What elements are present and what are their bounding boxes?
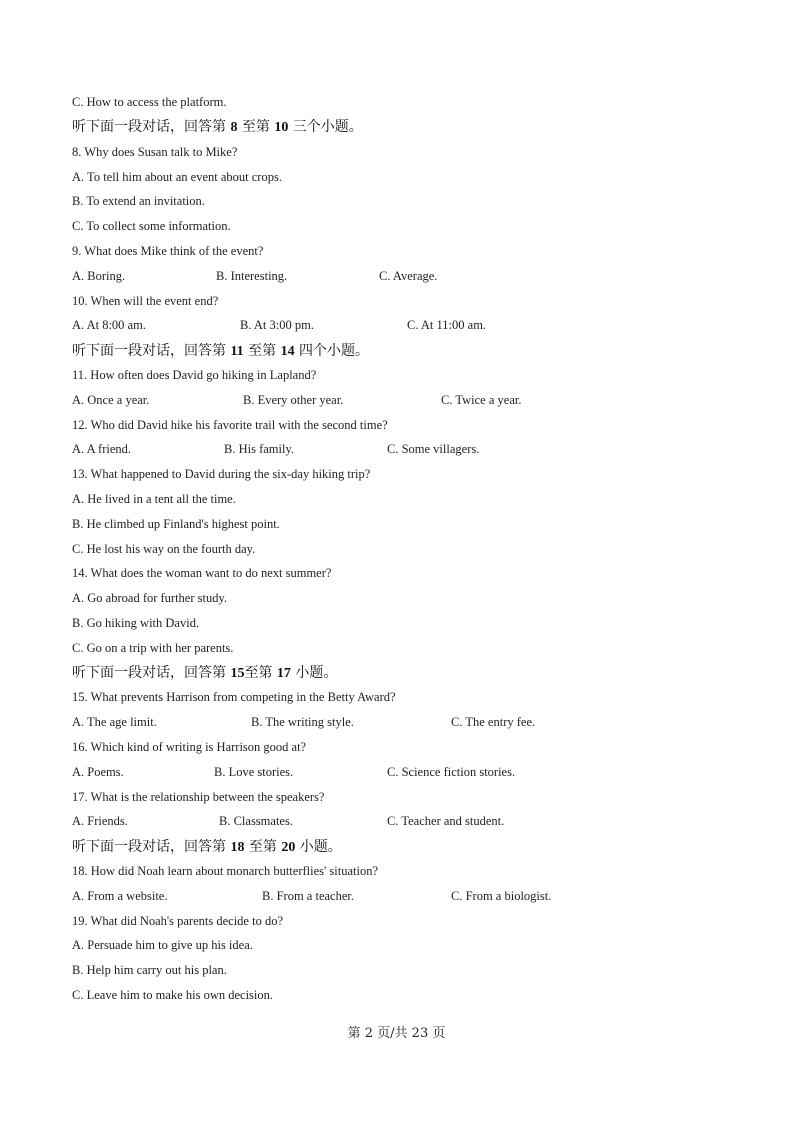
option-b: B. Classmates.	[219, 814, 293, 828]
question-14: 14. What does the woman want to do next summer?	[72, 566, 332, 580]
option-line: B. He climbed up Finland's highest point.	[72, 517, 280, 531]
option-c: C. Twice a year.	[441, 393, 522, 407]
option-line: C. He lost his way on the fourth day.	[72, 542, 256, 556]
option-line: C. To collect some information.	[72, 219, 231, 233]
option-line: A. Persuade him to give up his idea.	[72, 938, 253, 952]
option-line: B. Help him carry out his plan.	[72, 963, 227, 977]
question-16: 16. Which kind of writing is Harrison good at?	[72, 740, 307, 754]
page-number-footer: 第 2 页/共 23 页	[347, 1026, 446, 1041]
option-b: B. His family.	[224, 442, 295, 456]
option-c: C. The entry fee.	[451, 715, 536, 729]
question-15: 15. What prevents Harrison from competing in the Betty Award?	[72, 690, 396, 704]
section-heading: 听下面一段对话，回答第 18 至第 20 小题。	[72, 839, 342, 855]
option-a: A. At 8:00 am.	[72, 318, 146, 332]
option-a: A. A friend.	[72, 442, 132, 456]
question-11: 11. How often does David go hiking in Lapland?	[72, 368, 317, 382]
option-b: B. Love stories.	[214, 765, 294, 779]
option-b: B. Every other year.	[243, 393, 344, 407]
section-heading: 听下面一段对话，回答第 11 至第 14 四个小题。	[72, 343, 370, 359]
option-line: B. To extend an invitation.	[72, 194, 205, 208]
question-9: 9. What does Mike think of the event?	[72, 244, 264, 258]
question-10: 10. When will the event end?	[72, 294, 219, 308]
option-c: C. At 11:00 am.	[407, 318, 487, 332]
question-8: 8. Why does Susan talk to Mike?	[72, 145, 238, 159]
option-c: C. Average.	[379, 269, 438, 283]
option-line: A. To tell him about an event about crops.	[72, 170, 282, 184]
option-c: C. Teacher and student.	[387, 814, 505, 828]
question-19: 19. What did Noah's parents decide to do?	[72, 914, 283, 928]
option-b: B. The writing style.	[251, 715, 354, 729]
option-line: A. Go abroad for further study.	[72, 591, 228, 605]
option-c: C. From a biologist.	[451, 889, 552, 903]
option-line: C. How to access the platform.	[72, 95, 227, 109]
option-b: B. At 3:00 pm.	[240, 318, 314, 332]
option-c: C. Science fiction stories.	[387, 765, 516, 779]
option-a: A. Boring.	[72, 269, 126, 283]
option-line: A. He lived in a tent all the time.	[72, 492, 236, 506]
option-a: A. Poems.	[72, 765, 124, 779]
option-b: B. From a teacher.	[262, 889, 354, 903]
section-heading: 听下面一段对话，回答第 8 至第 10 三个小题。	[72, 119, 363, 135]
option-b: B. Interesting.	[216, 269, 288, 283]
option-line: C. Go on a trip with her parents.	[72, 641, 234, 655]
option-line: C. Leave him to make his own decision.	[72, 988, 274, 1002]
option-line: B. Go hiking with David.	[72, 616, 200, 630]
question-18: 18. How did Noah learn about monarch butterflies' situation?	[72, 864, 378, 878]
question-13: 13. What happened to David during the six-day hiking trip?	[72, 467, 371, 481]
option-a: A. Once a year.	[72, 393, 150, 407]
section-heading: 听下面一段对话，回答第 15至第 17 小题。	[72, 665, 338, 681]
option-a: A. Friends.	[72, 814, 128, 828]
option-a: A. The age limit.	[72, 715, 157, 729]
question-12: 12. Who did David hike his favorite trail with the second time?	[72, 418, 388, 432]
option-c: C. Some villagers.	[387, 442, 480, 456]
question-17: 17. What is the relationship between the speakers?	[72, 790, 325, 804]
option-a: A. From a website.	[72, 889, 168, 903]
